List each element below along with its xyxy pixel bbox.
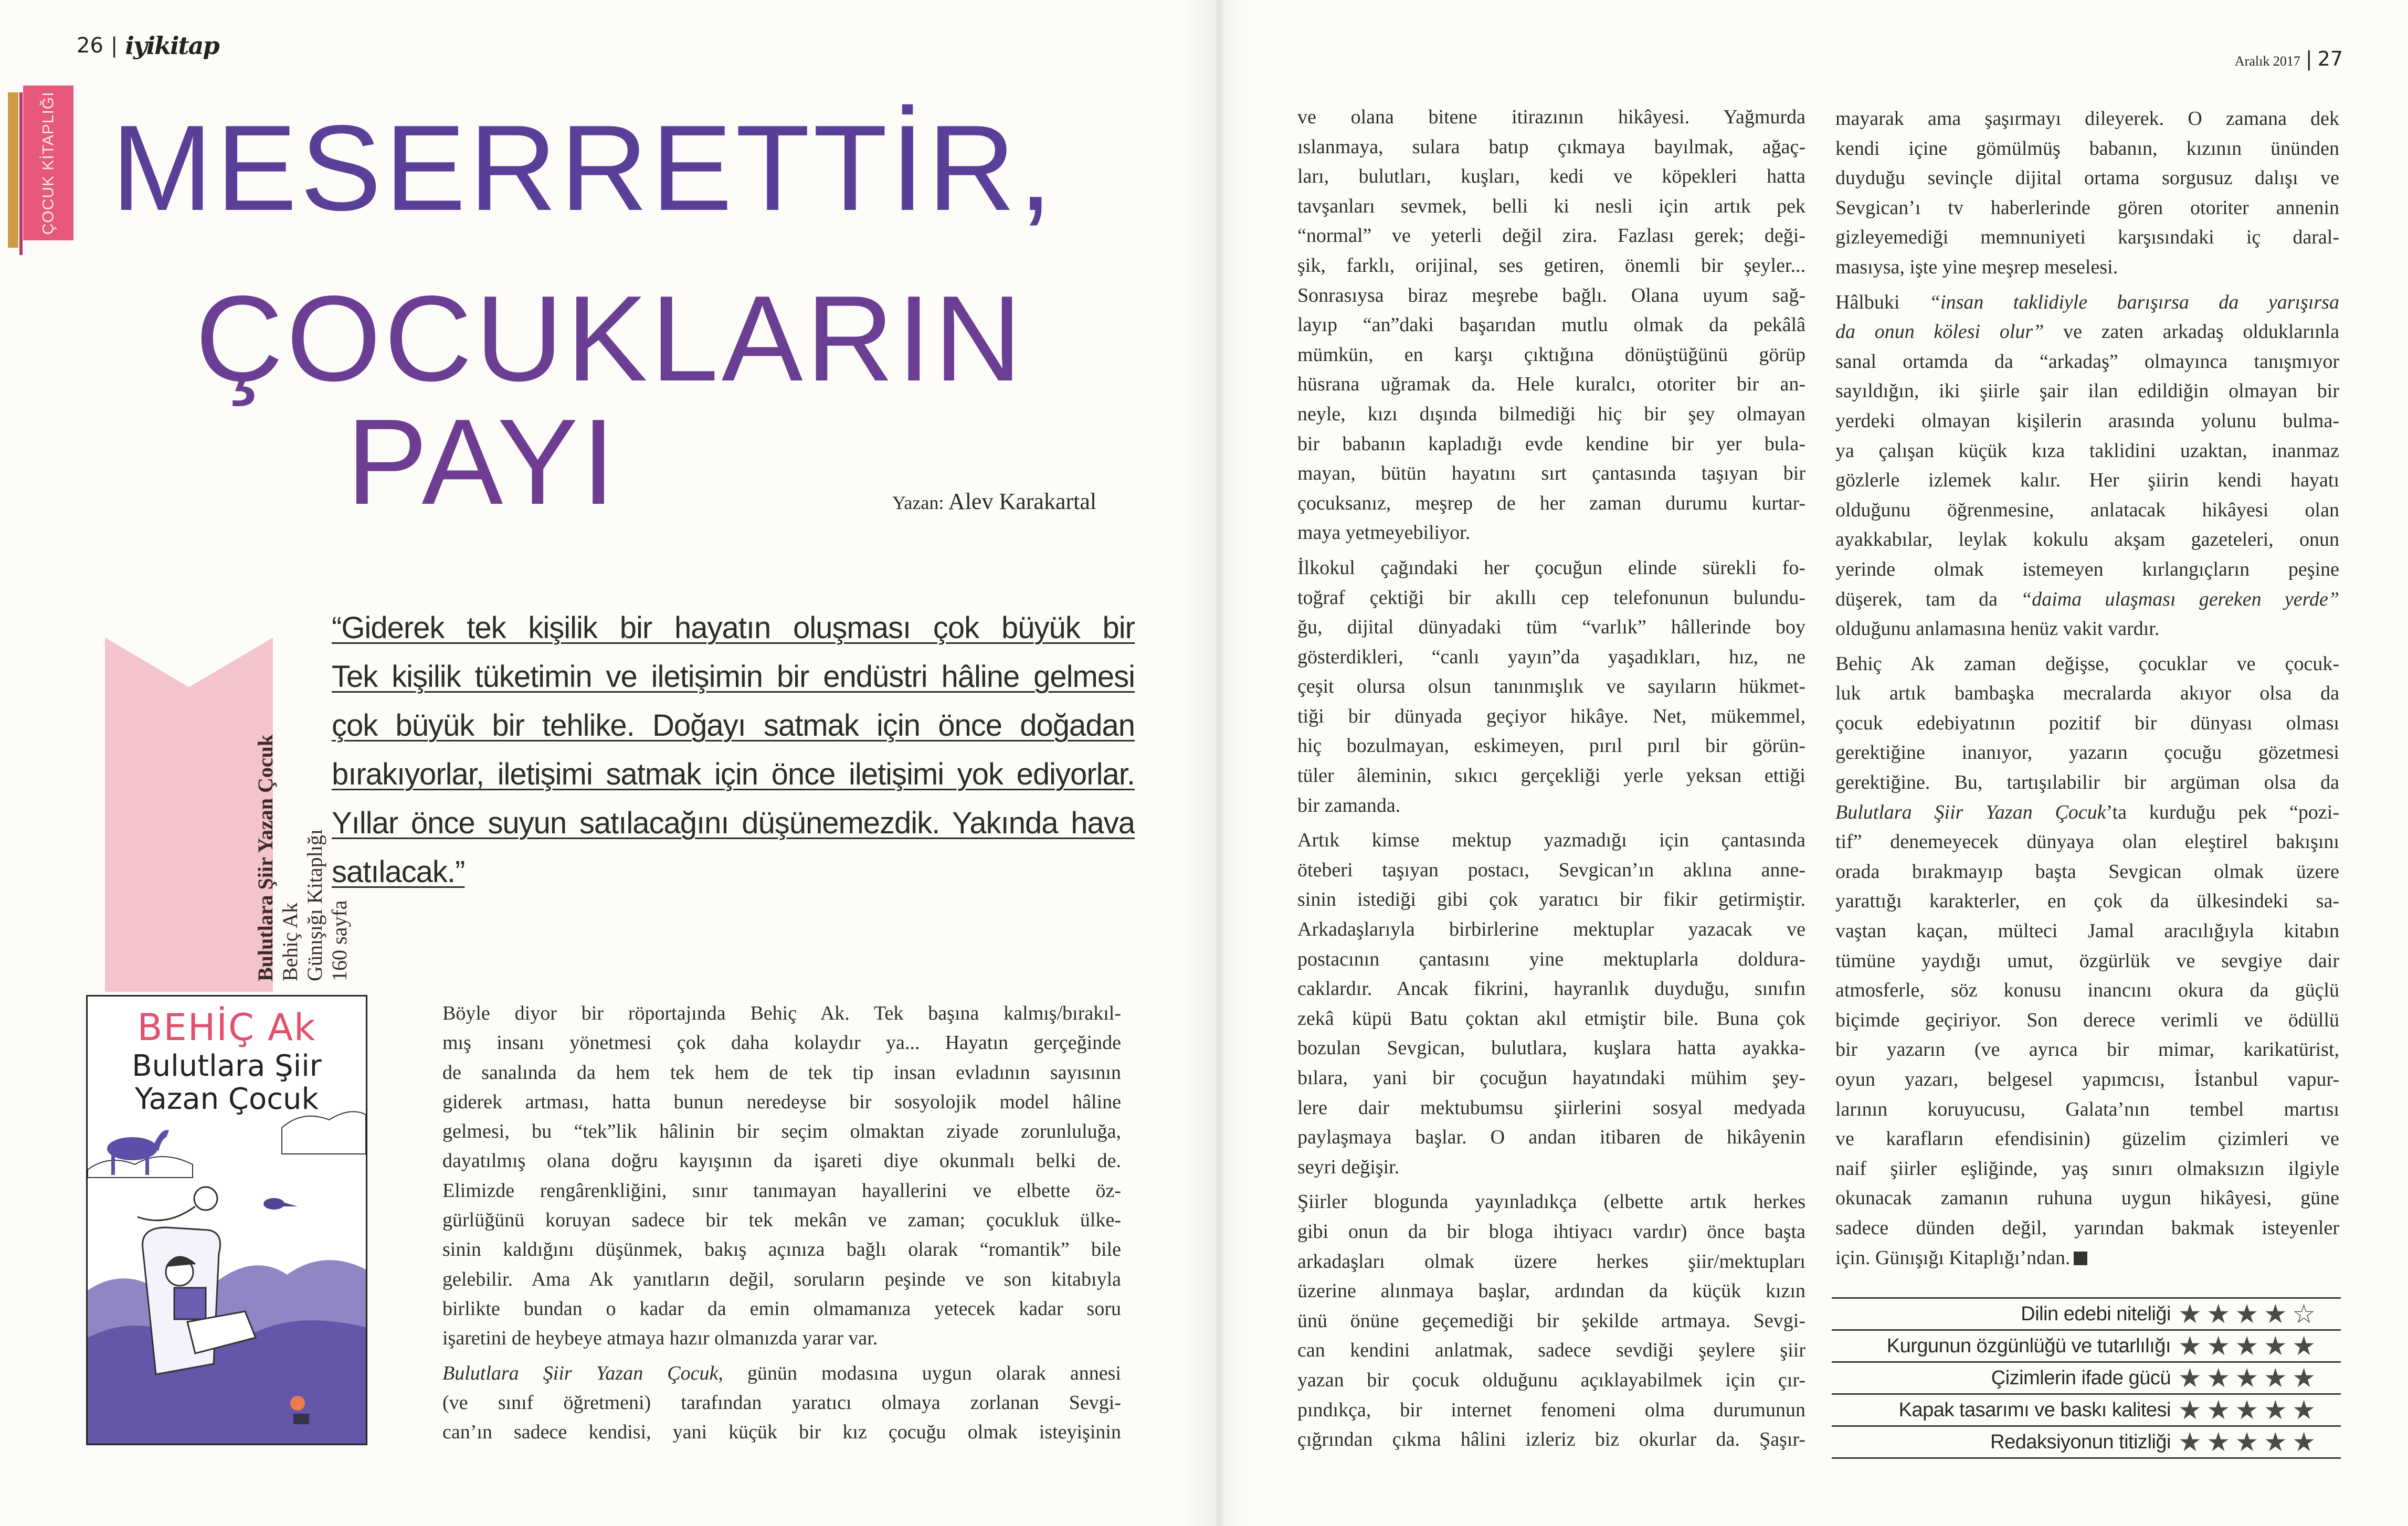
article-title-line-1: MESERRETTİR, [111, 100, 1056, 236]
text-line: okunacak zamanın ruhuna uygun hikâyesi, güne [1835, 1187, 2339, 1210]
text-line: işaretini de heybeye atmaya hazır olmanızda yarar var. [442, 1327, 878, 1350]
star-filled-icon: ★ [2263, 1395, 2287, 1425]
text-segment: , günün modasına uygun olarak annesi [718, 1362, 1121, 1384]
star-filled-icon: ★ [2178, 1395, 2202, 1425]
text-line: giderek artması, hatta bunun neredeyse bir sosyolojik model hâline [442, 1090, 1121, 1113]
rating-row [1832, 1329, 2341, 1361]
text-line: vaştan kaçan, mülteci Jamal aracılığıyla kitabın [1835, 920, 2339, 942]
article-title-line-3: PAYI [346, 394, 619, 530]
text-segment: Hâlbuki [1835, 291, 1929, 313]
issue-date: Aralık 2017 [2234, 54, 2300, 69]
text-segment: için. Günışığı Kitaplığı’ndan. [1835, 1246, 2071, 1269]
quote-line: satılacak.” [332, 855, 465, 889]
text-line: yerinde olmak istemeyen kırlangıçların peşine [1835, 558, 2339, 580]
text-line: zekâ küpü Batu çoktan akıl etmiştir bile. Buna çok [1297, 1007, 1805, 1030]
book-publisher: Günışığı Kitaplığı [303, 829, 326, 981]
star-filled-icon: ★ [2292, 1331, 2316, 1361]
text-line: gösterdikleri, “canlı yayın”da yaşadıkları, hız, ne [1297, 645, 1805, 668]
star-filled-icon: ★ [2235, 1395, 2259, 1425]
rating-stars [2178, 1429, 2341, 1455]
rating-row [1832, 1393, 2341, 1425]
text-line: ve karafların efendisinin) güzelim çizimleri ve [1835, 1128, 2339, 1150]
text-line: ayakkabılar, leylak kokulu akşam gazeteleri, onun [1835, 528, 2339, 551]
text-line: gibi onun da bir bloga ihtiyacı vardır) önce başta [1297, 1220, 1805, 1243]
rating-label: Dilin edebi niteliği [2021, 1302, 2171, 1325]
text-line: mayarak ama şaşırmayı dileyerek. O zamana dek [1835, 108, 2339, 130]
text-line: sadece dünden değil, yarından bakmak isteyenler [1835, 1216, 2339, 1239]
text-line: orada bırakmayıp başta Sevgican olmak üzere [1835, 860, 2339, 883]
text-line: üzerine alınmaya başlar, ardından da küçük kızın [1297, 1280, 1805, 1302]
text-line: Elimizde rengârenkliğini, sınır tanımayan hayallerini ve elbette öz- [442, 1179, 1121, 1202]
text-line: sinin istediği gibi çok yaratıcı bir fikir getirmiştir. [1297, 888, 1805, 911]
text-line: gerektiğine inanıyor, yazarın çocuğu gözetmesi [1835, 741, 2339, 764]
text-segment: ve zaten arkadaş olduklarınla [2044, 321, 2339, 343]
text-line: layıp “an”daki başarıdan mutlu olmak da pekâlâ [1297, 314, 1805, 336]
text-line: mayan, bütün hayatını sırt çantasında taşıyan bir [1297, 462, 1805, 485]
paragraph [442, 1359, 1121, 1447]
text-line: Sonrasıysa biraz meşrebe bağlı. Olana uyum sağ- [1297, 284, 1805, 306]
text-line [1835, 1243, 2339, 1273]
text-line: olduğunu anlamasına henüz vakit vardır. [1835, 618, 2160, 640]
text-line: seyri değişir. [1297, 1156, 1400, 1178]
text-line: pındıkça, bir internet fenomeni olma durumunun [1297, 1398, 1805, 1421]
quote-line: çok büyük bir tehlike. Doğayı satmak için önce doğadan [332, 708, 1135, 743]
text-line [442, 1359, 1121, 1388]
text-segment: düşerek, tam da [1835, 588, 2021, 610]
star-filled-icon: ★ [2235, 1363, 2259, 1393]
paragraph [1297, 553, 1805, 820]
text-line: lere dair mektubumsu şiirlerini sosyal medyada [1297, 1096, 1805, 1119]
text-line: dayatılmış olana doğru kayışının da işareti diye okunmalı belki de. [442, 1150, 1121, 1172]
rating-stars [2178, 1333, 2341, 1359]
text-line: İlkokul çağındaki her çocuğun elinde sürekli fo- [1297, 556, 1805, 579]
text-line: tüler âleminin, sıkıcı gerçekliği yerle yeksan ettiği [1297, 765, 1805, 787]
star-filled-icon: ★ [2292, 1363, 2316, 1393]
pull-quote [332, 603, 1135, 896]
star-filled-icon: ★ [2206, 1299, 2231, 1329]
star-filled-icon: ★ [2263, 1331, 2287, 1361]
text-line [1835, 798, 2339, 828]
rating-label: Çizimlerin ifade gücü [1991, 1366, 2171, 1389]
text-line: kendi içine gömülmüş babanın, kızının ününden [1835, 137, 2339, 160]
text-line: paylaşmaya başlar. O andan itibaren de hikâyenin [1297, 1126, 1805, 1149]
text-line: mümkün, en karşı çıktığına dönüştüğünü görüp [1297, 343, 1805, 366]
text-line: tümüne yaydığı umut, özgürlük ve sevgiye dair [1835, 949, 2339, 972]
text-line: hüsrana uğramak da. Hele kuralcı, otoriter bir an- [1297, 373, 1805, 396]
page-number: 27 [2317, 47, 2343, 70]
text-line: Sevgican’ı tv haberlerinde gören otoriter annenin [1835, 196, 2339, 219]
rating-label: Redaksiyonun titizliği [1990, 1430, 2171, 1453]
text-line: postacının çantasını yine mektuplarla doldura- [1297, 948, 1805, 970]
text-line: çocuk edebiyatının pozitif bir dünyası olması [1835, 712, 2339, 734]
paragraph [1835, 104, 2339, 282]
text-line: sinin kaldığını düşünmek, bakış açınıza bağlı olarak “romantik” bile [442, 1238, 1121, 1261]
paragraph [1297, 825, 1805, 1182]
text-line: ğu, dijital dünyadaki tüm “varlık” hâllerinde boy [1297, 616, 1805, 639]
rating-row [1832, 1425, 2341, 1459]
section-tab-line [19, 92, 23, 255]
book-title: Bulutlara Şiir Yazan Çocuk [254, 734, 277, 981]
text-line: hiç bozulmayan, eskimeyen, pırıl pırıl bir görün- [1297, 735, 1805, 757]
text-line: gelebilir. Ama Ak yanıtların değil, soruların peşinde ve son kitabıyla [442, 1268, 1121, 1290]
star-filled-icon: ★ [2206, 1427, 2231, 1457]
text-line: yerdeki olmayan kişilerin arasında yolunu bulma- [1835, 409, 2339, 432]
bird-icon [263, 1198, 298, 1210]
star-filled-icon: ★ [2263, 1299, 2287, 1329]
quote-line: bırakıyorlar, iletişimi satmak için önce iletişimi yok ediyorlar. [332, 757, 1135, 791]
star-filled-icon: ★ [2206, 1363, 2231, 1393]
text-line: olduğunu öğrenmesine, anlatacak hikâyesi olan [1835, 499, 2339, 521]
separator: | [110, 34, 118, 58]
text-line: larının koruyucusu, Galata’nın tembel martısı [1835, 1098, 2339, 1120]
star-empty-icon: ☆ [2292, 1299, 2316, 1329]
text-line: gelmesi, bu “tek”lik hâlinin bir seçim olmaktan ziyade zorunluluğa, [442, 1120, 1121, 1143]
star-filled-icon: ★ [2263, 1427, 2287, 1457]
italic-text: Bulutlara Şiir Yazan Çocuk [442, 1362, 719, 1384]
text-line: ları, bulutları, kuşları, kedi ve köpekleri hatta [1297, 165, 1805, 188]
text-line [1835, 288, 2339, 317]
text-line: oyun yazarı, belgesel yapımcısı, İstanbul vapur- [1835, 1068, 2339, 1090]
text-line: duyduğu sevinçle dijital ortama sorgusuz dalışı ve [1835, 167, 2339, 189]
paragraph [442, 999, 1121, 1353]
paragraph [1835, 288, 2339, 644]
article-column-2 [1297, 102, 1805, 1460]
star-filled-icon: ★ [2178, 1299, 2202, 1329]
text-line: bir zamanda. [1297, 794, 1401, 817]
text-line: tiği bir dünyada geçiyor hikâye. Net, mükemmel, [1297, 705, 1805, 727]
text-line: yazan bir çocuk olduğunu açıklayabilmek için çır- [1297, 1369, 1805, 1391]
article-title-line-2: ÇOCUKLARIN [195, 271, 1026, 407]
star-filled-icon: ★ [2292, 1395, 2316, 1425]
magazine-logo: iyikitap [125, 31, 219, 60]
star-filled-icon: ★ [2178, 1331, 2202, 1361]
quote-line: Tek kişilik tüketimin ve iletişimin bir endüstri hâline gelmesi [332, 660, 1135, 694]
text-line: neyle, kızı dışında bilmediği hiç bir şey olmayan [1297, 402, 1805, 425]
text-line: sayıldığın, iki şiirle şair ilan edildiğin olmayan bir [1835, 380, 2339, 402]
quote-line: Yıllar önce suyun satılacağını düşünemezdik. Yakında hava [332, 806, 1135, 840]
text-line [1835, 317, 2339, 347]
star-filled-icon: ★ [2263, 1363, 2287, 1393]
text-line: bozulan Sevgican, bulutlara, kuşlara hatta ayakka- [1297, 1037, 1805, 1059]
text-line: naif şiirler eşliğinde, yaş sınırı olmaksızın ilgiyle [1835, 1157, 2339, 1180]
star-filled-icon: ★ [2292, 1427, 2316, 1457]
italic-text: da onun kölesi olur” [1835, 321, 2044, 343]
text-line: birlikte bundan o kadar da emin olmamanıza yetecek kadar soru [442, 1297, 1121, 1320]
page-gutter [1181, 0, 1254, 1526]
text-line: bılara, yani bir çocuğun hayatındaki mühim şey- [1297, 1067, 1805, 1089]
rating-row [1832, 1361, 2341, 1393]
italic-text: “daima ulaşması gereken yerde” [2021, 588, 2339, 610]
text-line: de sanalında da hem tek hem de tek tip insan evladının sayısının [442, 1061, 1121, 1084]
cover-title-line-1: Bulutlara Şiir [132, 1049, 322, 1083]
text-line: (ve sınıf öğretmeni) tarafından yaratıcı olmaya zorlanan Sevgi- [442, 1391, 1121, 1414]
text-line: masıysa, işte yine meşrep meselesi. [1835, 256, 2118, 278]
star-filled-icon: ★ [2235, 1427, 2259, 1457]
text-line: gözlerle izlemek kalır. Her şiirin kendi hayatı [1835, 469, 2339, 492]
star-filled-icon: ★ [2235, 1299, 2259, 1329]
text-line: “normal” ve yeterli değil zira. Fazlası gerek; deği- [1297, 225, 1805, 247]
text-line: Artık kimse mektup yazmadığı için çantasında [1297, 829, 1805, 852]
star-filled-icon: ★ [2206, 1331, 2231, 1361]
right-page-header [2235, 47, 2343, 70]
text-line: arkadaşları olmak üzere herkes şiir/mektupları [1297, 1250, 1805, 1273]
text-line: tif” denemeyecek dünyaya olan eleştirel bakışını [1835, 831, 2339, 853]
section-tab-stripe [8, 92, 18, 248]
book-info [105, 638, 351, 989]
text-line: bir yazarın (ve ayrıca bir mimar, karikatürist, [1835, 1038, 2339, 1061]
text-line: can’ın sadece kendisi, yani küçük bir kız çocuğu olmak isteyişinin [442, 1421, 1121, 1444]
text-line [1835, 585, 2339, 614]
text-line: şik, farklı, orijinal, ses getiren, önemli bir şeyler... [1297, 254, 1805, 277]
rating-table [1832, 1297, 2341, 1459]
star-filled-icon: ★ [2235, 1331, 2259, 1361]
text-line: Böyle diyor bir röportajında Behiç Ak. Tek başına kalmış/bırakıl- [442, 1002, 1121, 1024]
star-filled-icon: ★ [2178, 1363, 2202, 1393]
section-tab-text: ÇOCUK KİTAPLIĞI [39, 91, 57, 235]
byline [892, 488, 1096, 515]
text-line: ıslanmaya, sulara batıp çıkmaya bayılmak, ağaç- [1297, 135, 1805, 158]
quote-line: “Giderek tek kişilik bir hayatın oluşması çok büyük bir [332, 611, 1135, 645]
text-line: gerektiğine. Bu, tartışılabilir bir argüman olsa da [1835, 771, 2339, 794]
text-line: tavşanları sevmek, belli ki nesli için artık pek [1297, 195, 1805, 217]
text-line: toğraf çektiği bir akıllı cep telefonunun bulundu- [1297, 586, 1805, 609]
rating-stars [2178, 1301, 2341, 1327]
text-line: can kendini anlatmak, sadece sevdiği şeylere şiir [1297, 1339, 1805, 1362]
book-cover-image [86, 995, 367, 1445]
rating-row [1832, 1297, 2341, 1329]
text-line: öteberi taşıyan postacı, Sevgican’ın aklına anne- [1297, 859, 1805, 881]
italic-text: “insan taklidiyle barışırsa da yarışırsa [1929, 291, 2339, 313]
text-line: çığrından çıkma hâlini izleriz biz okurlar da. Şaşır- [1297, 1428, 1805, 1451]
end-mark-icon [2074, 1252, 2087, 1265]
text-line: Arkadaşlarıyla birbirlerine mektuplar yazacak ve [1297, 918, 1805, 941]
paragraph [1297, 1187, 1805, 1454]
text-line: luk artık bambaşka mecralarda akıyor olsa da [1835, 682, 2339, 705]
paragraph [1297, 102, 1805, 548]
rating-label: Kurgunun özgünlüğü ve tutarlılığı [1886, 1334, 2171, 1357]
rating-stars [2178, 1397, 2341, 1423]
book-author: Behiç Ak [278, 903, 302, 981]
cover-title-line-2: Yazan Çocuk [135, 1082, 319, 1116]
text-line: maya yetmeyebiliyor. [1297, 522, 1471, 544]
text-line: ya çalışan küçük kıza taklidini uzaktan, inanmaz [1835, 439, 2339, 462]
byline-author: Alev Karakartal [948, 489, 1097, 514]
article-column-3 [1835, 104, 2339, 1278]
text-line: gürlüğünü koruyan sadece bir tek mekân ve zaman; çocukluk ülke- [442, 1209, 1121, 1232]
text-line: çocuksanız, meşrep de her zaman durumu kurtar- [1297, 492, 1805, 514]
text-line: mış insanı yönetmesi çok daha kolaydır ya... Hayatın gerçeğinde [442, 1032, 1121, 1054]
text-line: çeşit olursa olsun tanınmışlık ve sayıların hükmet- [1297, 675, 1805, 698]
page-number: 26 [77, 34, 103, 58]
text-line: ve olana bitene itirazının hikâyesi. Yağmurda [1297, 106, 1805, 128]
text-line: Şiirler blogunda yayınladıkça (elbette artık herkes [1297, 1191, 1805, 1213]
rating-stars [2178, 1365, 2341, 1391]
rating-label: Kapak tasarımı ve baskı kalitesi [1898, 1398, 2171, 1421]
text-line: atmosferle, söz konusu inancını okura da güçlü [1835, 979, 2339, 1002]
text-line: biçimde geçiriyor. Son derece verimli ve ödüllü [1835, 1009, 2339, 1031]
text-line: sanal ortamda da “arkadaş” olmayınca tanışmıyor [1835, 350, 2339, 373]
paragraph [1835, 649, 2339, 1273]
text-line: bir babanın kapladığı evde kendine bir yer bula- [1297, 432, 1805, 455]
text-line: ünü önüne geçemediği bir şekilde artmaya. Sevgi- [1297, 1309, 1805, 1332]
book-pages: 160 sayfa [328, 900, 351, 981]
cover-author: BEHİÇ Ak [137, 1006, 316, 1049]
italic-text: Bulutlara Şiir Yazan Çocuk [1835, 801, 2106, 823]
text-line: Behiç Ak zaman değişse, çocuklar ve çocuk- [1835, 652, 2339, 675]
byline-label: Yazan: [892, 492, 944, 513]
text-line: gizleyemediği memnuniyeti karşısındaki iç daral- [1835, 226, 2339, 249]
cat-icon [138, 1187, 217, 1221]
left-page-header [77, 31, 219, 60]
star-filled-icon: ★ [2206, 1395, 2231, 1425]
section-tab-label [23, 86, 73, 240]
star-filled-icon: ★ [2178, 1427, 2202, 1457]
text-line: yarattığı karakterler, en çok da ülkesindeki sa- [1835, 890, 2339, 913]
text-segment: ’ta kurduğu pek “pozi- [2106, 801, 2339, 823]
text-line: caklardır. Ancak fikrini, hayranlık duyduğu, sınıfın [1297, 978, 1805, 1000]
separator: | [2305, 47, 2312, 70]
article-column-1 [442, 999, 1121, 1452]
